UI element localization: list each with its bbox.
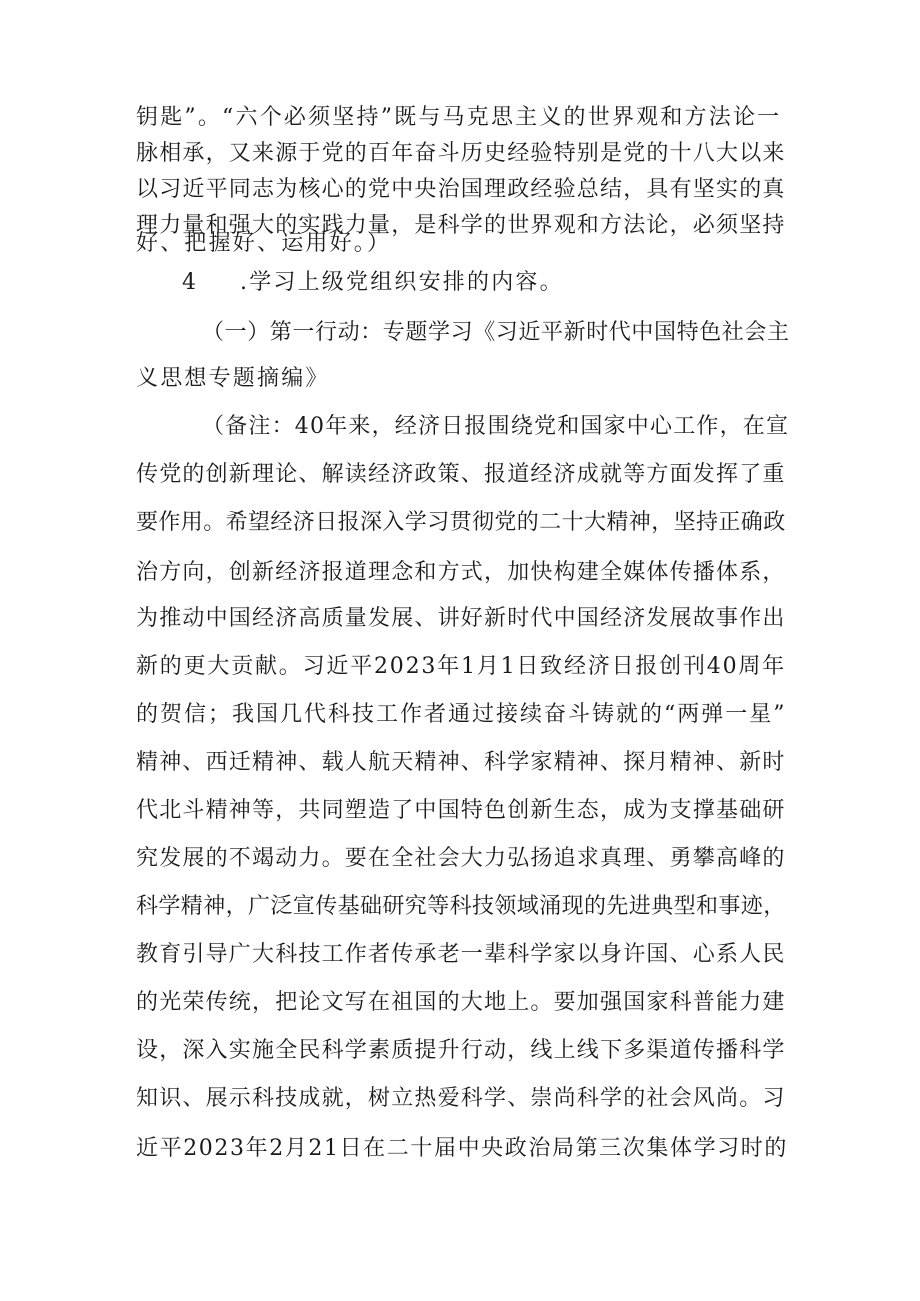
- text-line: 的光荣传统，把论文写在祖国的大地上。要加强国家科普能力建: [136, 990, 786, 1015]
- text-line: 脉相承，又来源于党的百年奋斗历史经验特别是党的十八大以来: [136, 141, 786, 166]
- text-line: 以习近平同志为核心的党中央治国理政经验总结，具有坚实的真: [136, 177, 786, 202]
- text-line: 近平2023年2月21日在二十届中央政治局第三次集体学习时的: [136, 1136, 788, 1161]
- section-heading-line: 义思想专题摘编》: [136, 366, 330, 391]
- text-line: 为推动中国经济高质量发展、讲好新时代中国经济发展故事作出: [136, 606, 786, 631]
- list-item-number: 4: [182, 270, 196, 295]
- text-line: 钥匙”。“六个必须坚持”既与马克思主义的世界观和方法论一: [136, 105, 782, 130]
- text-line: 的贺信；我国几代科技工作者通过接续奋斗铸就的“两弹一星”: [136, 702, 787, 727]
- text-line: 究发展的不竭动力。要在全社会大力弘扬追求真理、勇攀高峰的: [136, 846, 786, 871]
- text-line: 治方向，创新经济报道理念和方式，加快构建全媒体传播体系，: [136, 560, 786, 585]
- text-line: 要作用。希望经济日报深入学习贯彻党的二十大精神，坚持正确政: [136, 510, 786, 535]
- text-line: 精神、西迁精神、载人航天精神、科学家精神、探月精神、新时: [136, 750, 786, 775]
- text-line: （备注：40年来，经济日报围绕党和国家中心工作，在宣: [202, 414, 790, 439]
- text-line: 好、把握好、运用好。）: [136, 231, 392, 256]
- text-line: 设，深入实施全民科学素质提升行动，线上线下多渠道传播科学: [136, 1038, 786, 1063]
- text-line: 知识、展示科技成就，树立热爱科学、崇尚科学的社会风尚。习: [136, 1086, 786, 1111]
- text-line: 理力量和强大的实践力量，是科学的世界观和方法论，必须坚持: [136, 213, 786, 238]
- text-line: 传党的创新理论、解读经济政策、报道经济成就等方面发挥了重: [136, 462, 786, 487]
- text-line: 新的更大贡献。习近平2023年1月1日致经济日报创刊40周年: [136, 654, 786, 679]
- section-heading-line: （一）第一行动：专题学习《习近平新时代中国特色社会主: [202, 320, 790, 345]
- list-item-text: .学习上级党组织安排的内容。: [240, 270, 564, 295]
- text-line: 教育引导广大科技工作者传承老一辈科学家以身许国、心系人民: [136, 942, 786, 967]
- text-line: 科学精神，广泛宣传基础研究等科技领域涌现的先进典型和事迹，: [136, 894, 786, 919]
- text-line: 代北斗精神等，共同塑造了中国特色创新生态，成为支撑基础研: [136, 798, 786, 823]
